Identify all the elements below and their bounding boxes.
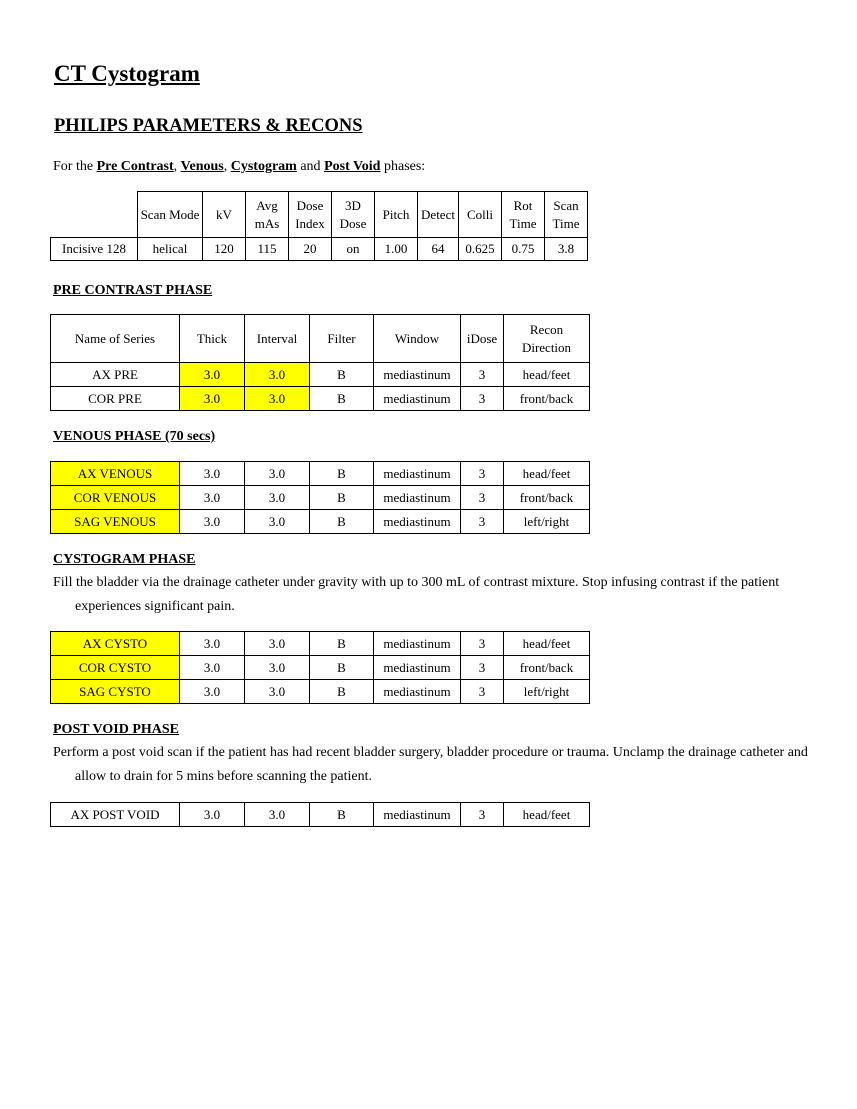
venous-table xyxy=(50,461,590,534)
table-row xyxy=(51,387,590,411)
series-name: COR PRE xyxy=(51,387,180,411)
intro-venous: Venous xyxy=(180,159,224,174)
interval-cell: 3.0 xyxy=(245,680,310,704)
params-header-cell: kV xyxy=(203,192,246,238)
thick-cell: 3.0 xyxy=(180,462,245,486)
filter-cell: B xyxy=(310,680,374,704)
venous-heading: VENOUS PHASE (70 secs) xyxy=(53,429,216,444)
params-cell: helical xyxy=(138,238,203,261)
params-header-cell: Detect xyxy=(418,192,459,238)
thick-cell: 3.0 xyxy=(180,803,245,827)
idose-cell: 3 xyxy=(461,363,504,387)
params-header-cell: Avg mAs xyxy=(246,192,289,238)
window-cell: mediastinum xyxy=(374,363,461,387)
interval-cell: 3.0 xyxy=(245,632,310,656)
recon-header-cell: Name of Series xyxy=(51,315,180,363)
scan-parameters-table xyxy=(50,191,588,261)
params-cell: 120 xyxy=(203,238,246,261)
direction-cell: head/feet xyxy=(504,462,590,486)
thick-cell: 3.0 xyxy=(180,632,245,656)
intro-pre-contrast: Pre Contrast xyxy=(96,159,174,174)
window-cell: mediastinum xyxy=(374,632,461,656)
filter-cell: B xyxy=(310,803,374,827)
recon-header-cell: Thick xyxy=(180,315,245,363)
recon-header-cell: iDose xyxy=(461,315,504,363)
direction-cell: head/feet xyxy=(504,803,590,827)
cystogram-table xyxy=(50,631,590,704)
post-void-instructions: Perform a post void scan if the patient has had recent bladder surgery, bladder procedure or trauma. Unclamp the drainage catheter and allow to drain for 5 mins before scanning the patient. xyxy=(53,745,808,784)
thick-cell: 3.0 xyxy=(180,387,245,411)
direction-cell: left/right xyxy=(504,510,590,534)
post-void-heading: POST VOID PHASE xyxy=(53,722,180,737)
page-title: CT Cystogram xyxy=(54,61,200,86)
thick-cell: 3.0 xyxy=(180,363,245,387)
idose-cell: 3 xyxy=(461,656,504,680)
params-cell: 0.75 xyxy=(502,238,545,261)
filter-cell: B xyxy=(310,656,374,680)
params-header-cell: Colli xyxy=(459,192,502,238)
window-cell: mediastinum xyxy=(374,680,461,704)
table-row xyxy=(51,803,590,827)
idose-cell: 3 xyxy=(461,462,504,486)
direction-cell: head/feet xyxy=(504,632,590,656)
window-cell: mediastinum xyxy=(374,656,461,680)
interval-cell: 3.0 xyxy=(245,486,310,510)
window-cell: mediastinum xyxy=(374,387,461,411)
intro-comma-2: , xyxy=(223,159,231,174)
pre-contrast-table xyxy=(50,314,590,411)
params-data-row xyxy=(51,238,588,261)
intro-and: and xyxy=(296,159,325,174)
series-name: AX POST VOID xyxy=(51,803,180,827)
recon-header-cell: Interval xyxy=(245,315,310,363)
params-header-cell: Scan Time xyxy=(545,192,588,238)
series-name: AX PRE xyxy=(51,363,180,387)
intro-prefix: For the xyxy=(53,159,97,174)
table-row xyxy=(51,363,590,387)
filter-cell: B xyxy=(310,462,374,486)
direction-cell: front/back xyxy=(504,387,590,411)
interval-cell: 3.0 xyxy=(245,462,310,486)
filter-cell: B xyxy=(310,510,374,534)
window-cell: mediastinum xyxy=(374,486,461,510)
params-header-cell: Rot Time xyxy=(502,192,545,238)
pre-contrast-heading: PRE CONTRAST PHASE xyxy=(53,283,213,298)
idose-cell: 3 xyxy=(461,803,504,827)
idose-cell: 3 xyxy=(461,486,504,510)
recon-header-cell: Recon Direction xyxy=(504,315,590,363)
filter-cell: B xyxy=(310,632,374,656)
interval-cell: 3.0 xyxy=(245,803,310,827)
intro-post-void: Post Void xyxy=(324,159,381,174)
thick-cell: 3.0 xyxy=(180,656,245,680)
recon-header-cell: Filter xyxy=(310,315,374,363)
idose-cell: 3 xyxy=(461,680,504,704)
params-cell: on xyxy=(332,238,375,261)
table-row xyxy=(51,680,590,704)
params-header-cell: Pitch xyxy=(375,192,418,238)
intro-comma-1: , xyxy=(173,159,181,174)
params-cell: 64 xyxy=(418,238,459,261)
params-header-blank xyxy=(51,192,138,238)
filter-cell: B xyxy=(310,363,374,387)
interval-cell: 3.0 xyxy=(245,387,310,411)
intro-cystogram: Cystogram xyxy=(230,159,297,174)
thick-cell: 3.0 xyxy=(180,510,245,534)
params-cell: 0.625 xyxy=(459,238,502,261)
window-cell: mediastinum xyxy=(374,803,461,827)
thick-cell: 3.0 xyxy=(180,486,245,510)
recon-header-cell: Window xyxy=(374,315,461,363)
interval-cell: 3.0 xyxy=(245,656,310,680)
params-cell: 20 xyxy=(289,238,332,261)
idose-cell: 3 xyxy=(461,387,504,411)
filter-cell: B xyxy=(310,486,374,510)
direction-cell: left/right xyxy=(504,680,590,704)
params-cell: 115 xyxy=(246,238,289,261)
series-name: COR CYSTO xyxy=(51,656,180,680)
post-void-table xyxy=(50,802,590,827)
intro-text xyxy=(53,155,425,179)
window-cell: mediastinum xyxy=(374,510,461,534)
recon-header-row xyxy=(51,315,590,363)
series-name: SAG CYSTO xyxy=(51,680,180,704)
params-header-cell: Dose Index xyxy=(289,192,332,238)
params-header-cell: Scan Mode xyxy=(138,192,203,238)
window-cell: mediastinum xyxy=(374,462,461,486)
table-row xyxy=(51,656,590,680)
thick-cell: 3.0 xyxy=(180,680,245,704)
params-cell: 3.8 xyxy=(545,238,588,261)
filter-cell: B xyxy=(310,387,374,411)
interval-cell: 3.0 xyxy=(245,363,310,387)
table-row xyxy=(51,632,590,656)
params-cell: Incisive 128 xyxy=(51,238,138,261)
idose-cell: 3 xyxy=(461,510,504,534)
params-cell: 1.00 xyxy=(375,238,418,261)
params-header-cell: 3D Dose xyxy=(332,192,375,238)
params-header-row xyxy=(51,192,588,238)
direction-cell: front/back xyxy=(504,656,590,680)
interval-cell: 3.0 xyxy=(245,510,310,534)
series-name: SAG VENOUS xyxy=(51,510,180,534)
intro-suffix: phases: xyxy=(380,159,426,174)
idose-cell: 3 xyxy=(461,632,504,656)
table-row xyxy=(51,510,590,534)
series-name: AX VENOUS xyxy=(51,462,180,486)
direction-cell: head/feet xyxy=(504,363,590,387)
cystogram-heading: CYSTOGRAM PHASE xyxy=(53,552,196,567)
table-row xyxy=(51,462,590,486)
cystogram-instructions: Fill the bladder via the drainage catheter under gravity with up to 300 mL of contrast mixture. Stop infusing contrast if the patient experiences significant pain. xyxy=(53,575,780,614)
direction-cell: front/back xyxy=(504,486,590,510)
section-subtitle: PHILIPS PARAMETERS & RECONS xyxy=(54,116,363,136)
table-row xyxy=(51,486,590,510)
series-name: AX CYSTO xyxy=(51,632,180,656)
series-name: COR VENOUS xyxy=(51,486,180,510)
